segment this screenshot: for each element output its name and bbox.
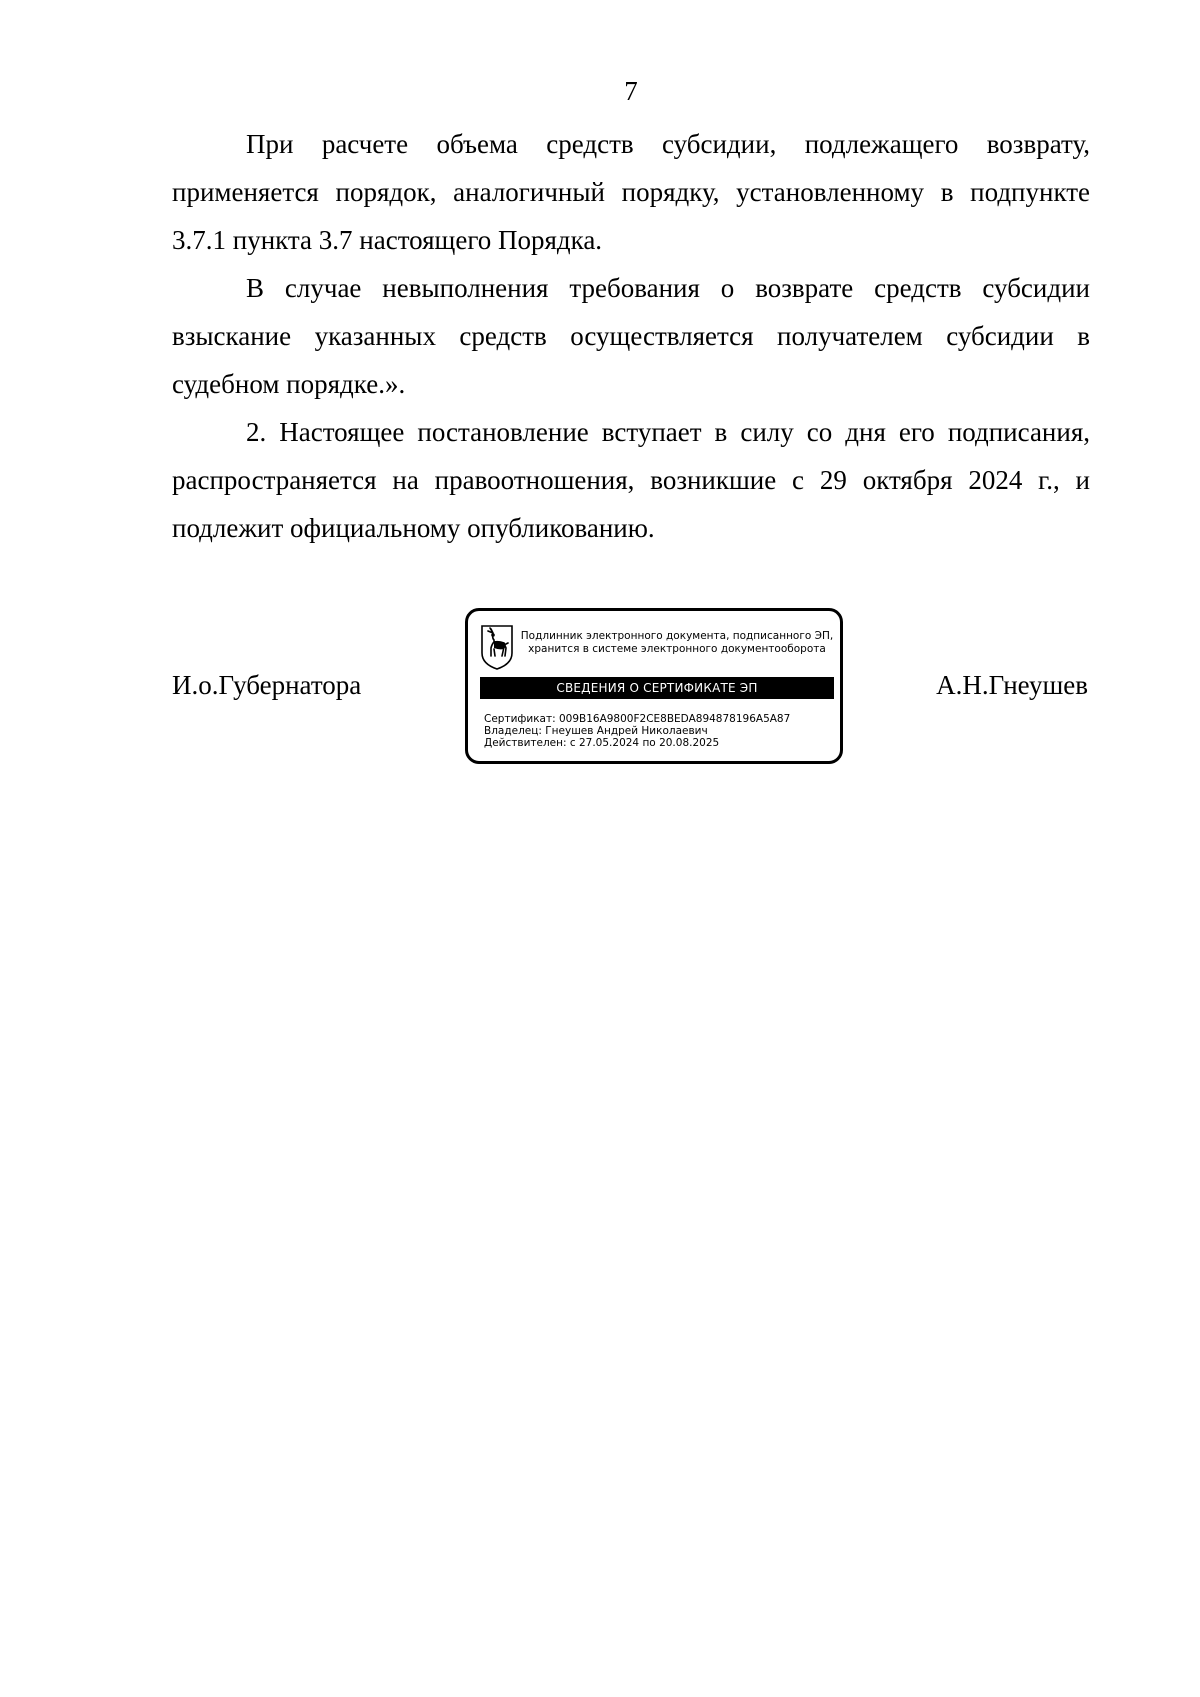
coat-of-arms-deer-icon: [479, 623, 515, 671]
stamp-header-line-2: хранится в системе электронного документооборота: [528, 643, 826, 655]
certificate-details: [484, 713, 790, 749]
certificate-owner: Владелец: Гнеушев Андрей Николаевич: [484, 725, 708, 737]
paragraph-entry-into-force: 2. Настоящее постановление вступает в силу со дня его подписания, распространяется на правоотношения, возникшие с 29 октября 2024 г., и подлежит официальному опубликованию.: [172, 417, 1090, 543]
stamp-header: [518, 630, 836, 656]
paragraph-refund-calculation: При расчете объема средств субсидии, подлежащего возврату, применяется порядок, аналогичный порядку, установленному в подпункте 3.7.1 пункта 3.7 настоящего Порядка.: [172, 129, 1090, 255]
certificate-number: Сертификат: 009B16A9800F2CE8BEDA894878196A5A87: [484, 713, 791, 725]
certificate-info-bar: СВЕДЕНИЯ О СЕРТИФИКАТЕ ЭП: [480, 677, 834, 699]
signature-block: [0, 608, 1200, 778]
paragraph-court-recovery: В случае невыполнения требования о возврате средств субсидии взыскание указанных средств осуществляется получателем субсидии в судебном порядке.».: [172, 273, 1090, 399]
stamp-header-line-1: Подлинник электронного документа, подписанного ЭП,: [520, 630, 834, 642]
electronic-signature-stamp: [465, 608, 843, 764]
document-body: [172, 120, 1090, 552]
signer-title: И.о.Губернатора: [172, 670, 362, 700]
certificate-validity: Действителен: с 27.05.2024 по 20.08.2025: [484, 737, 720, 749]
page-number: 7: [624, 76, 638, 106]
signer-name: А.Н.Гнеушев: [936, 670, 1088, 700]
